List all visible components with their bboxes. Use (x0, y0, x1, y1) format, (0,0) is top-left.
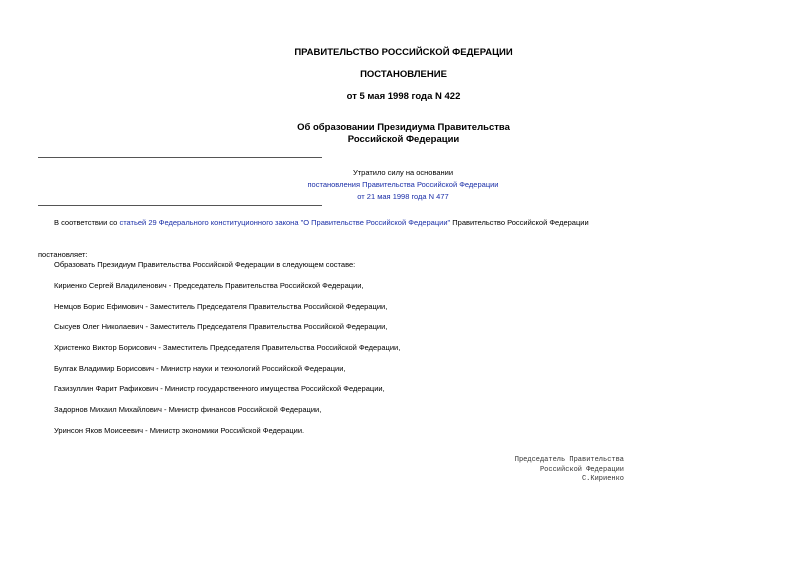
resolves-word: постановляет: (38, 250, 88, 259)
member-item: Кириенко Сергей Владиленович - Председатель Правительства Российской Федерации, (54, 281, 364, 290)
document-type: ПОСТАНОВЛЕНИЕ (360, 69, 447, 80)
document-title-line-2: Российской Федерации (347, 134, 460, 145)
preamble-prefix: В соответствии со (54, 218, 120, 227)
repeal-decree-link[interactable]: постановления Правительства Российской Федерации (307, 180, 499, 189)
divider-bottom (38, 205, 322, 206)
intro-paragraph: Образовать Президиум Правительства Российской Федерации в следующем составе: (54, 260, 356, 269)
signature-position: Председатель Правительства (514, 456, 624, 464)
repeal-decree-date-link[interactable]: от 21 мая 1998 года N 477 (357, 192, 449, 201)
preamble-suffix: Правительство Российской Федерации (450, 218, 589, 227)
member-item: Задорнов Михаил Михайлович - Министр финансов Российской Федерации, (54, 405, 322, 414)
signature-position-country: Российской Федерации (539, 465, 624, 474)
preamble (54, 218, 589, 228)
signature-name: С.Кириенко (581, 475, 624, 483)
member-item: Газизуллин Фарит Рафикович - Министр государственного имущества Российской Федерации, (54, 384, 385, 393)
member-item: Сысуев Олег Николаевич - Заместитель Председателя Правительства Российской Федерации, (54, 322, 388, 331)
member-item: Христенко Виктор Борисович - Заместитель Председателя Правительства Российской Федерации, (54, 343, 401, 352)
validity-note-text: Утратило силу на основании (352, 168, 454, 177)
signature-block (515, 456, 624, 485)
validity-note (290, 167, 516, 203)
divider-top (38, 157, 322, 158)
document-title-line-1: Об образовании Президиума Правительства (297, 122, 510, 133)
government-heading: ПРАВИТЕЛЬСТВО РОССИЙСКОЙ ФЕДЕРАЦИИ (294, 47, 513, 58)
document-date-number: от 5 мая 1998 года N 422 (346, 91, 461, 102)
constitutional-law-link[interactable]: статьей 29 Федерального конституционного закона "О Правительстве Российской Федерации" (119, 218, 451, 227)
member-item: Уринсон Яков Моисеевич - Министр экономики Российской Федерации. (54, 426, 305, 435)
member-item: Немцов Борис Ефимович - Заместитель Председателя Правительства Российской Федерации, (54, 302, 388, 311)
member-item: Булгак Владимир Борисович - Министр науки и технологий Российской Федерации, (54, 364, 346, 373)
